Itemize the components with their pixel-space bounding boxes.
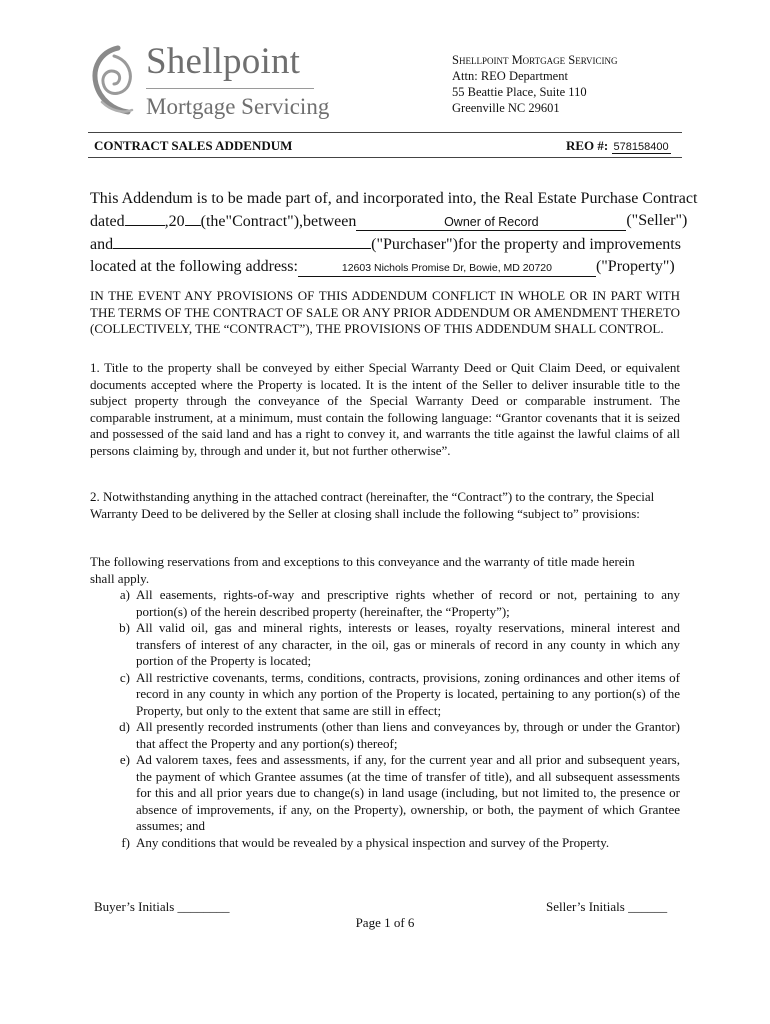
address-attn: Attn: REO Department xyxy=(452,69,568,83)
list-item: d) All presently recorded instruments (other than liens and conveyances by, through or under the Grantor) that affect the Property and any portion(s) thereof; xyxy=(119,719,680,751)
purchaser-name-field[interactable] xyxy=(113,233,371,249)
intro-paragraph xyxy=(90,188,698,278)
conflict-clause: IN THE EVENT ANY PROVISIONS OF THIS ADDENDUM CONFLICT IN WHOLE OR IN PART WITH THE TERMS OF THE CONTRACT OF SALE OR ANY PRIOR ADDENDUM OR AMENDMENT THERETO (COLLECTIVELY, THE “CONTRACT”), THE PROVISIONS OF THIS ADDENDUM SHALL CONTROL. xyxy=(90,288,680,336)
seller-name-field[interactable]: Owner of Record xyxy=(356,215,626,231)
intro-line-2: dated ,20 (the"Contract"),between Owner of Record ("Seller") xyxy=(90,210,680,233)
reo-number-row xyxy=(566,138,671,154)
reservations-intro: The following reservations from and exceptions to this conveyance and the warranty of title made herein shall apply. xyxy=(90,554,635,586)
logo-divider xyxy=(146,88,314,89)
buyer-initials-field[interactable]: Buyer’s Initials ________ xyxy=(94,899,230,914)
intro-line-1: This Addendum is to be made part of, and incorporated into, the Real Estate Purchase Contract xyxy=(90,190,698,207)
reo-number-field[interactable]: 578158400 xyxy=(613,141,669,153)
section-1-title-conveyance: 1. Title to the property shall be conveyed by either Special Warranty Deed or Quit Claim Deed, or equivalent documents accepted where the Property is located. It is the intent of the Seller to deliver insurable title to the subject property through the conveyance of the Special Warranty Deed or comparable instrument. The comparable instrument, at a minimum, must contain the following language: “Grantor covenants that it is seized and possessed of the said land and has a right to convey it, and warrants the title against the lawful claims of all persons claiming by, through and under it, but not further otherwise”. xyxy=(90,360,680,458)
intro-line-3: and ("Purchaser")for the property and improvements xyxy=(90,233,680,256)
list-item: e) Ad valorem taxes, fees and assessments, if any, for the current year and all prior and subsequent years, the payment of which Grantee assumes (at the time of transfer of title), and all subsequent assessments for this and all prior years due to change(s) in land usage (including, but not limited to, the presence or absence of improvements, if any, on the Property), ownership, or both, the payment of which Grantee assumes; and xyxy=(119,752,680,833)
seller-tag: ("Seller") xyxy=(626,212,688,229)
intro-line-4: located at the following address: 12603 Nichols Promise Dr, Bowie, MD 20720 ("Property") xyxy=(90,258,675,275)
list-item: f) Any conditions that would be revealed by a physical inspection and survey of the Property. xyxy=(121,834,610,850)
logo-subtitle: Mortgage Servicing xyxy=(146,94,330,119)
list-item: b) All valid oil, gas and mineral rights, interests or leases, royalty reservations, mineral interest and transfers of interest of any character, in the oil, gas or minerals of record in any county in which any portion of the Property is located; xyxy=(119,620,680,668)
list-item: c) All restrictive covenants, terms, conditions, contracts, provisions, zoning ordinances and other items of record in any county in which any portion of the Property is located, pertaining to any portion(s) of the Property, but only to the extent that same are still in effect; xyxy=(119,669,680,718)
property-address-field[interactable]: 12603 Nichols Promise Dr, Bowie, MD 20720 xyxy=(298,261,596,277)
page-number: Page 1 of 6 xyxy=(355,915,415,930)
address-company: Shellpoint Mortgage Servicing xyxy=(452,53,618,67)
reo-label: REO #: xyxy=(566,138,609,153)
list-item: a) All easements, rights-of-way and prescriptive rights whether of record or not, pertaining to any portion(s) of the herein described property (hereinafter, the “Property”); xyxy=(119,587,680,619)
address-city: Greenville NC 29601 xyxy=(452,101,560,115)
servicer-address xyxy=(452,52,618,116)
dated-day-field[interactable] xyxy=(125,210,165,226)
reservations-list xyxy=(90,587,680,851)
seller-initials-field[interactable]: Seller’s Initials ______ xyxy=(546,899,668,914)
dated-year-field[interactable] xyxy=(185,210,201,226)
address-street: 55 Beattie Place, Suite 110 xyxy=(452,85,587,99)
section-2-special-warranty-deed: 2. Notwithstanding anything in the attached contract (hereinafter, the “Contract”) to the contrary, the Special Warranty Deed to be delivered by the Seller at closing shall include the following “subject to” provisions: xyxy=(90,489,655,521)
document-title: CONTRACT SALES ADDENDUM xyxy=(94,138,293,153)
shellpoint-logo-shell-icon xyxy=(88,44,138,116)
logo-name: Shellpoint xyxy=(146,41,301,82)
